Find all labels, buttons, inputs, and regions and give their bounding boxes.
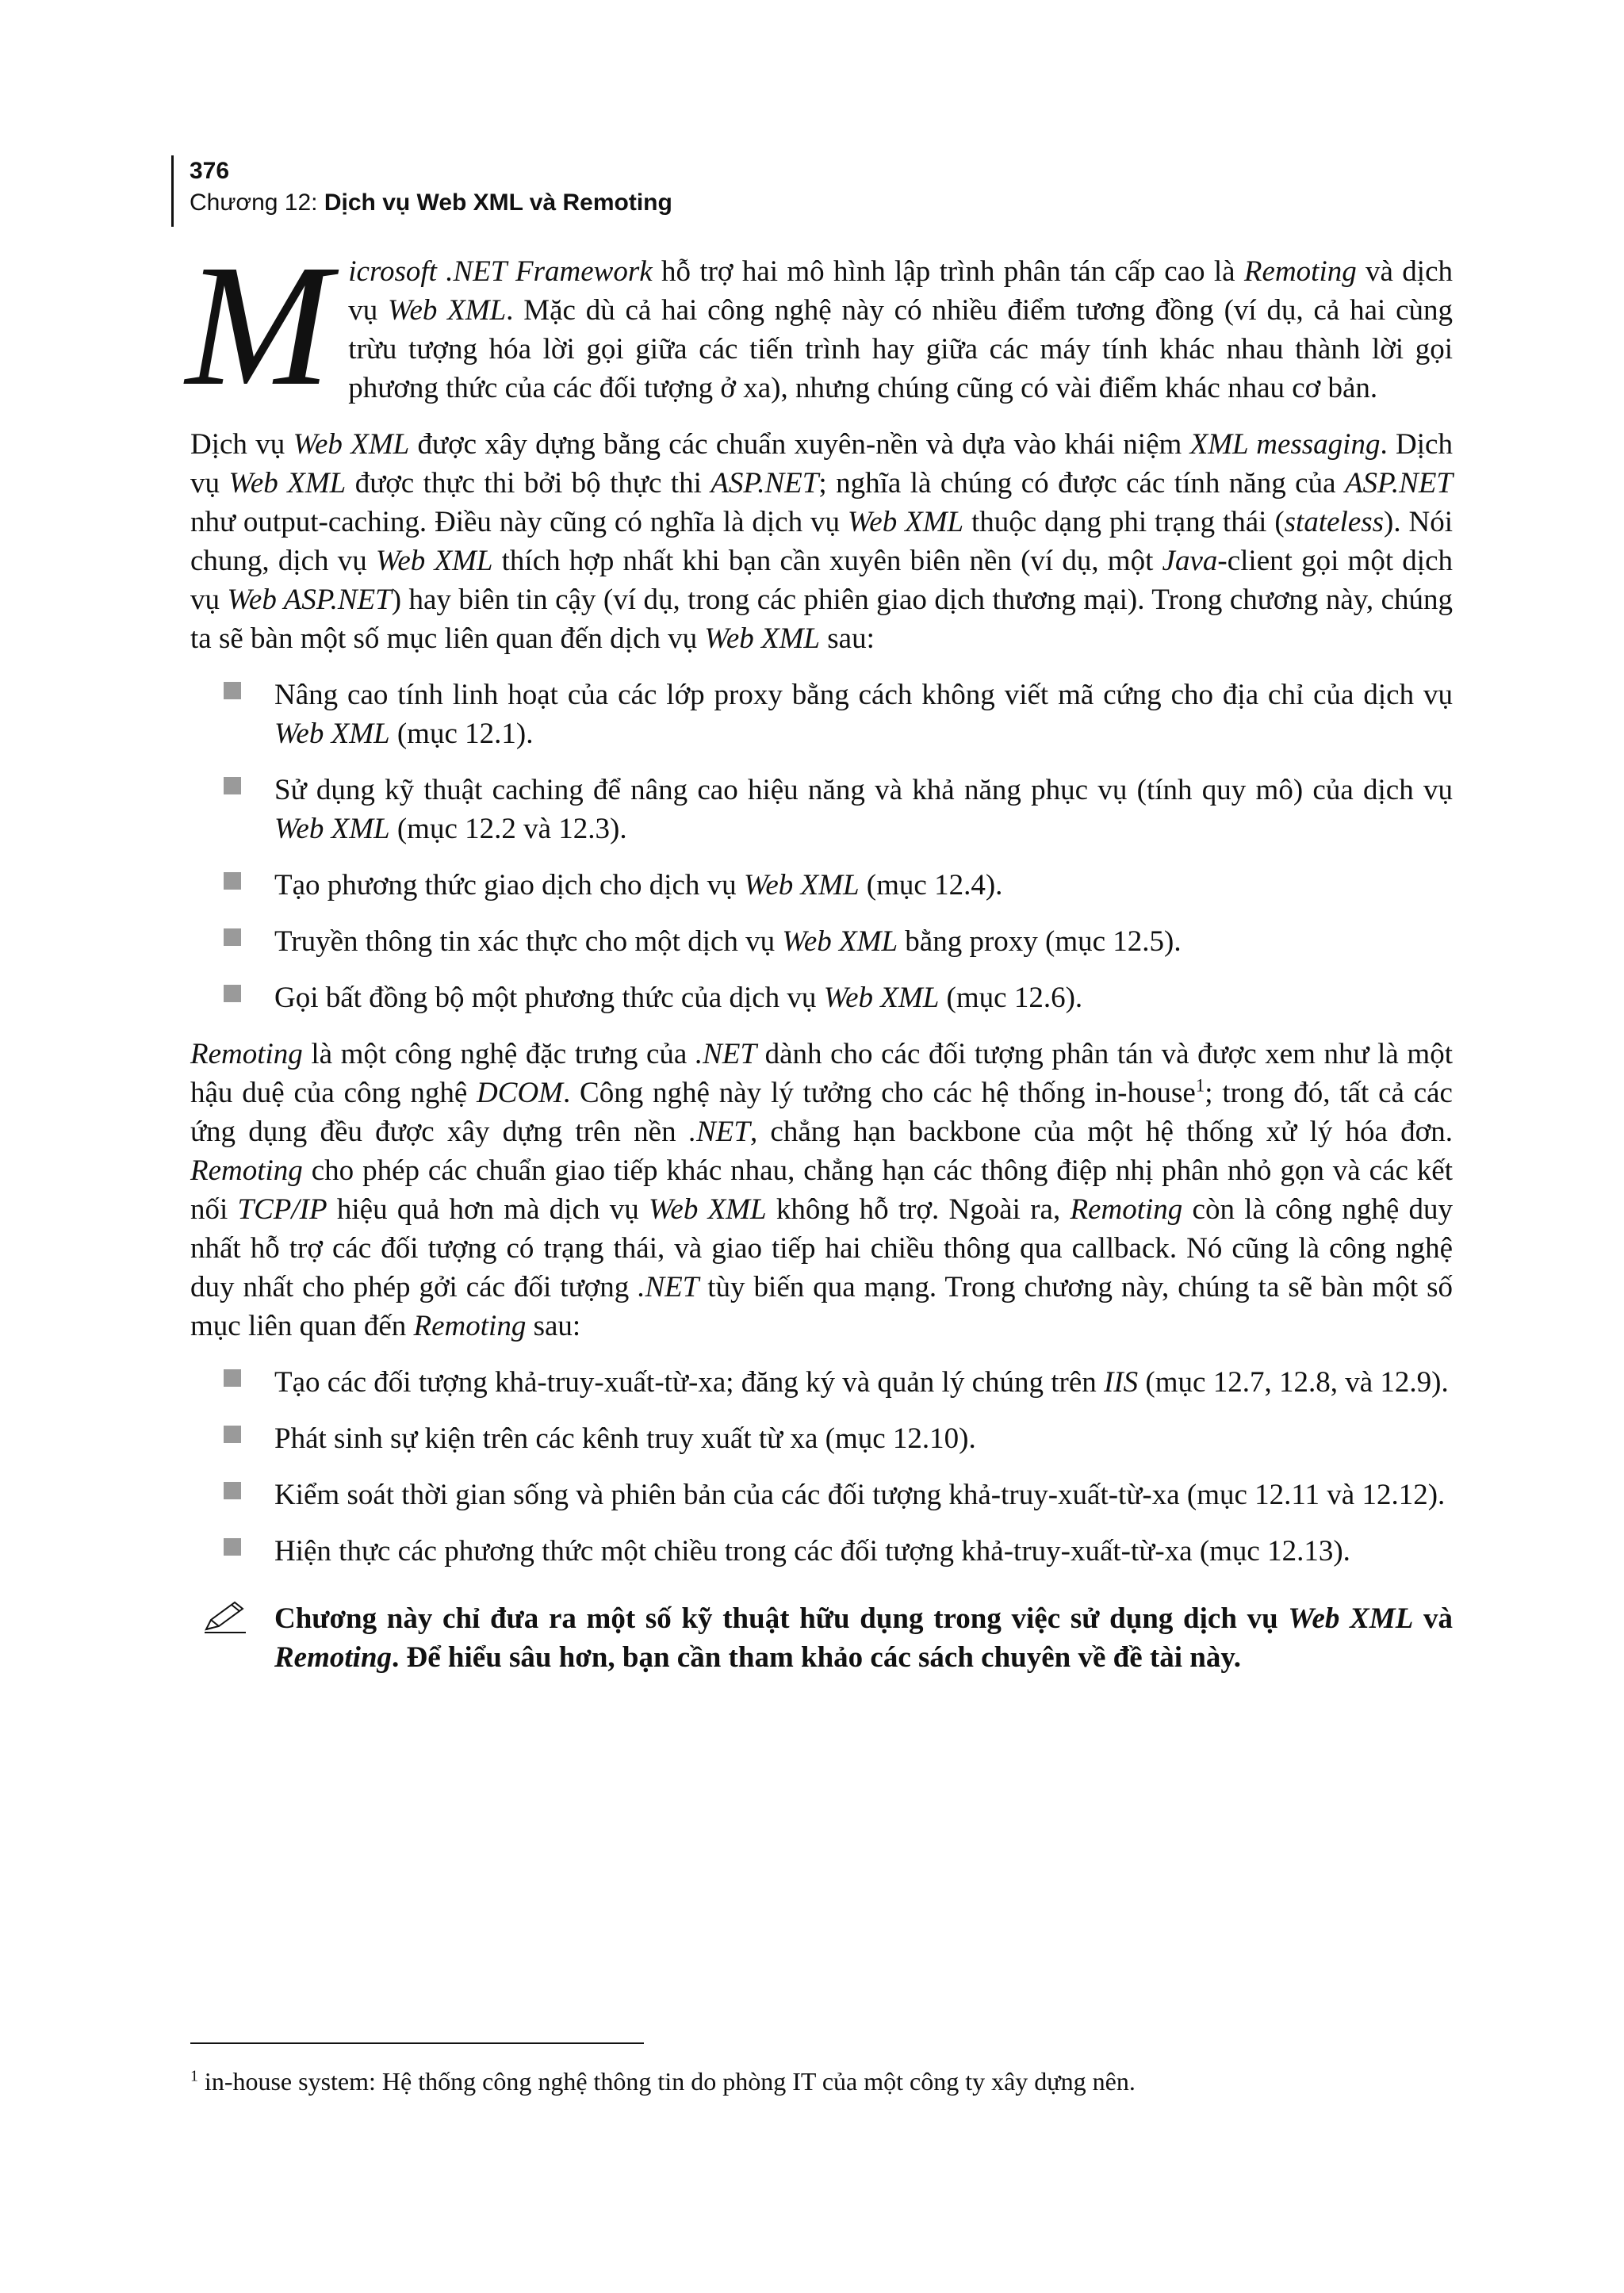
text-span: Web XML	[1288, 1602, 1414, 1635]
note-block	[190, 1599, 1453, 1677]
webxml-topic-list	[190, 676, 1453, 1017]
text-span: Web XML	[274, 813, 390, 845]
remoting-paragraph	[190, 1035, 1453, 1346]
text-span: Sử dụng kỹ thuật caching để nâng cao hiệu năng và khả năng phục vụ (tính quy mô) của dịch vụ	[274, 774, 1453, 806]
text-span: XML messaging	[1189, 428, 1381, 461]
text-span: Truyền thông tin xác thực cho một dịch vụ	[274, 925, 783, 958]
text-span: . Để hiểu sâu hơn, bạn cần tham khảo các sách chuyên về đề tài này.	[392, 1641, 1242, 1674]
intro-paragraph	[186, 228, 1454, 422]
square-bullet-icon	[224, 1369, 241, 1387]
chapter-prefix: Chương 12:	[190, 189, 324, 216]
list-item	[190, 676, 1453, 753]
text-span: như output-caching. Điều này cũng có nghĩa là dịch vụ	[190, 506, 848, 538]
text-span: . Công nghệ này lý tưởng cho các hệ thống in-house	[563, 1077, 1196, 1109]
text-span: Chương này chỉ đưa ra một số kỹ thuật hữu dụng trong việc sử dụng dịch vụ	[274, 1602, 1289, 1635]
text-span: Web XML	[704, 622, 820, 655]
footnote-text: in-house system: Hệ thống công nghệ thông tin do phòng IT của một công ty xây dựng nên.	[197, 2067, 1136, 2096]
remoting-topic-list	[190, 1363, 1453, 1571]
text-span: (mục 12.4).	[859, 869, 1003, 902]
text-span: Remoting	[190, 1038, 303, 1070]
footnote-mark: 1	[190, 2067, 198, 2085]
text-span: Remoting	[1070, 1193, 1183, 1226]
text-span: Web ASP.NET	[227, 584, 392, 616]
text-span: được xây dựng bằng các chuẩn xuyên-nền và dựa vào khái niệm	[409, 428, 1190, 461]
text-span: tùy biến qua mạng. Trong chương này, chúng ta sẽ bàn một số mục liên quan đến	[190, 1271, 1453, 1342]
text-span: Remoting	[1243, 255, 1357, 288]
footnote-divider	[190, 2042, 644, 2044]
text-span: Web XML	[388, 294, 507, 327]
text-span: .NET	[695, 1038, 757, 1070]
text-span: (mục 12.7, 12.8, và 12.9).	[1138, 1366, 1449, 1399]
running-header	[171, 155, 672, 227]
text-span: stateless	[1284, 506, 1385, 538]
text-span: .NET	[638, 1271, 699, 1303]
page-number: 376	[190, 158, 230, 184]
square-bullet-icon	[224, 777, 241, 794]
text-span: Web XML	[823, 982, 940, 1014]
list-item	[190, 1532, 1453, 1571]
text-span: bằng proxy (mục 12.5).	[898, 925, 1182, 958]
text-span: thuộc dạng phi trạng thái (	[963, 506, 1285, 538]
text-span: sau:	[820, 622, 875, 655]
list-item	[190, 1476, 1453, 1514]
text-span: . Dịch vụ	[190, 428, 1453, 500]
page-body	[186, 228, 1454, 1677]
list-item	[190, 771, 1453, 848]
text-span: Hiện thực các phương thức một chiều trong các đối tượng khả-truy-xuất-từ-xa (mục 12.13).	[274, 1535, 1350, 1568]
text-span: Tạo các đối tượng khả-truy-xuất-từ-xa; đăng ký và quản lý chúng trên	[274, 1366, 1105, 1399]
text-span: Gọi bất đồng bộ một phương thức của dịch vụ	[274, 982, 824, 1014]
text-span: TCP/IP	[237, 1193, 327, 1226]
text-span: không hỗ trợ. Ngoài ra,	[766, 1193, 1071, 1226]
text-span: Kiểm soát thời gian sống và phiên bản của các đối tượng khả-truy-xuất-từ-xa (mục 12.11 và 12.12).	[274, 1479, 1446, 1511]
text-span: .NET	[688, 1116, 750, 1148]
text-span: DCOM	[477, 1077, 563, 1109]
text-span: được thực thi bởi bộ thực thi	[346, 467, 711, 500]
footnote-ref: 1	[1195, 1075, 1205, 1096]
list-item	[190, 866, 1453, 905]
text-span: cho phép các chuẩn giao tiếp khác nhau, chẳng hạn các thông điệp nhị phân nhỏ gọn và các kết nối	[190, 1154, 1453, 1226]
text-span: Web XML	[375, 545, 493, 577]
pencil-note-icon	[203, 1599, 247, 1634]
text-span: Web XML	[847, 506, 964, 538]
text-span: Nâng cao tính linh hoạt của các lớp proxy bằng cách không viết mã cứng cho địa chỉ của dịch vụ	[274, 679, 1453, 711]
text-span: (mục 12.6).	[939, 982, 1083, 1014]
text-span: Web XML	[743, 869, 860, 902]
text-span: Web XML	[274, 718, 390, 750]
text-span: và	[1413, 1602, 1453, 1635]
drop-cap: M	[186, 228, 331, 422]
text-span: còn là công nghệ duy nhất hỗ trợ các đối tượng có trạng thái, và giao tiếp hai chiều thông qua callback. Nó cũng là công nghệ duy nhất cho phép gởi các đối tượng	[190, 1193, 1453, 1303]
text-span: -client gọi một dịch vụ	[190, 545, 1453, 616]
text-span: thích hợp nhất khi bạn cần xuyên biên nền (ví dụ, một	[492, 545, 1162, 577]
square-bullet-icon	[224, 682, 241, 699]
text-span: icrosoft .NET Framework	[348, 255, 653, 288]
text-span: ASP.NET	[710, 467, 819, 500]
text-span: Remoting	[413, 1310, 527, 1342]
square-bullet-icon	[224, 928, 241, 946]
text-span: (mục 12.2 và 12.3).	[389, 813, 627, 845]
square-bullet-icon	[224, 872, 241, 890]
text-span: Java	[1162, 545, 1218, 577]
text-span: hiệu quả hơn mà dịch vụ	[327, 1193, 649, 1226]
text-span: ; nghĩa là chúng có được các tính năng của	[818, 467, 1345, 500]
text-span: Phát sinh sự kiện trên các kênh truy xuất từ xa (mục 12.10).	[274, 1422, 976, 1455]
footnote	[190, 2065, 1453, 2098]
square-bullet-icon	[224, 985, 241, 1002]
text-span: ). Nói chung, dịch vụ	[190, 506, 1454, 577]
text-span: Remoting	[274, 1641, 393, 1674]
webxml-paragraph	[190, 425, 1453, 658]
text-span: ) hay biên tin cậy (ví dụ, trong các phiên giao dịch thương mại). Trong chương này, chúng ta sẽ bàn một số mục liên quan đến dịch vụ	[190, 584, 1454, 655]
text-span: ASP.NET	[1344, 467, 1453, 500]
text-span: , chẳng hạn backbone của một hệ thống xử lý hóa đơn.	[749, 1116, 1453, 1148]
text-span: IIS	[1104, 1366, 1139, 1399]
square-bullet-icon	[224, 1482, 241, 1499]
text-span: sau:	[526, 1310, 581, 1342]
list-item	[190, 978, 1453, 1017]
text-span: Dịch vụ	[190, 428, 293, 461]
text-span: Tạo phương thức giao dịch cho dịch vụ	[274, 869, 744, 902]
square-bullet-icon	[224, 1538, 241, 1556]
square-bullet-icon	[224, 1426, 241, 1443]
text-span: Web XML	[648, 1193, 767, 1226]
text-span: hỗ trợ hai mô hình lập trình phân tán cấp cao là	[652, 255, 1244, 288]
chapter-title: Dịch vụ Web XML và Remoting	[324, 189, 672, 216]
list-item	[190, 1363, 1453, 1402]
text-span: dành cho các đối tượng phân tán và được xem như là một hậu duệ của công nghệ	[190, 1038, 1453, 1109]
chapter-heading	[190, 187, 672, 219]
text-span: . Mặc dù cả hai công nghệ này có nhiều điểm tương đồng (ví dụ, cả hai cùng trừu tượng hóa lời gọi giữa các tiến trình hay giữa các máy tính khác nhau thành lời gọi phương thức của các đối tượng ở xa), nhưng chúng cũng có vài điểm khác nhau cơ bản.	[348, 294, 1453, 404]
text-span: Web XML	[782, 925, 898, 958]
list-item	[190, 922, 1453, 961]
list-item	[190, 1419, 1453, 1458]
text-span: là một công nghệ đặc trưng của	[302, 1038, 695, 1070]
text-span: Web XML	[228, 467, 347, 500]
text-span: Remoting	[190, 1154, 303, 1187]
text-span: Web XML	[293, 428, 410, 461]
text-span: và dịch vụ	[348, 255, 1454, 327]
text-span: (mục 12.1).	[389, 718, 534, 750]
text-span: ; trong đó, tất cả các ứng dụng đều được xây dựng trên nền	[190, 1077, 1453, 1148]
